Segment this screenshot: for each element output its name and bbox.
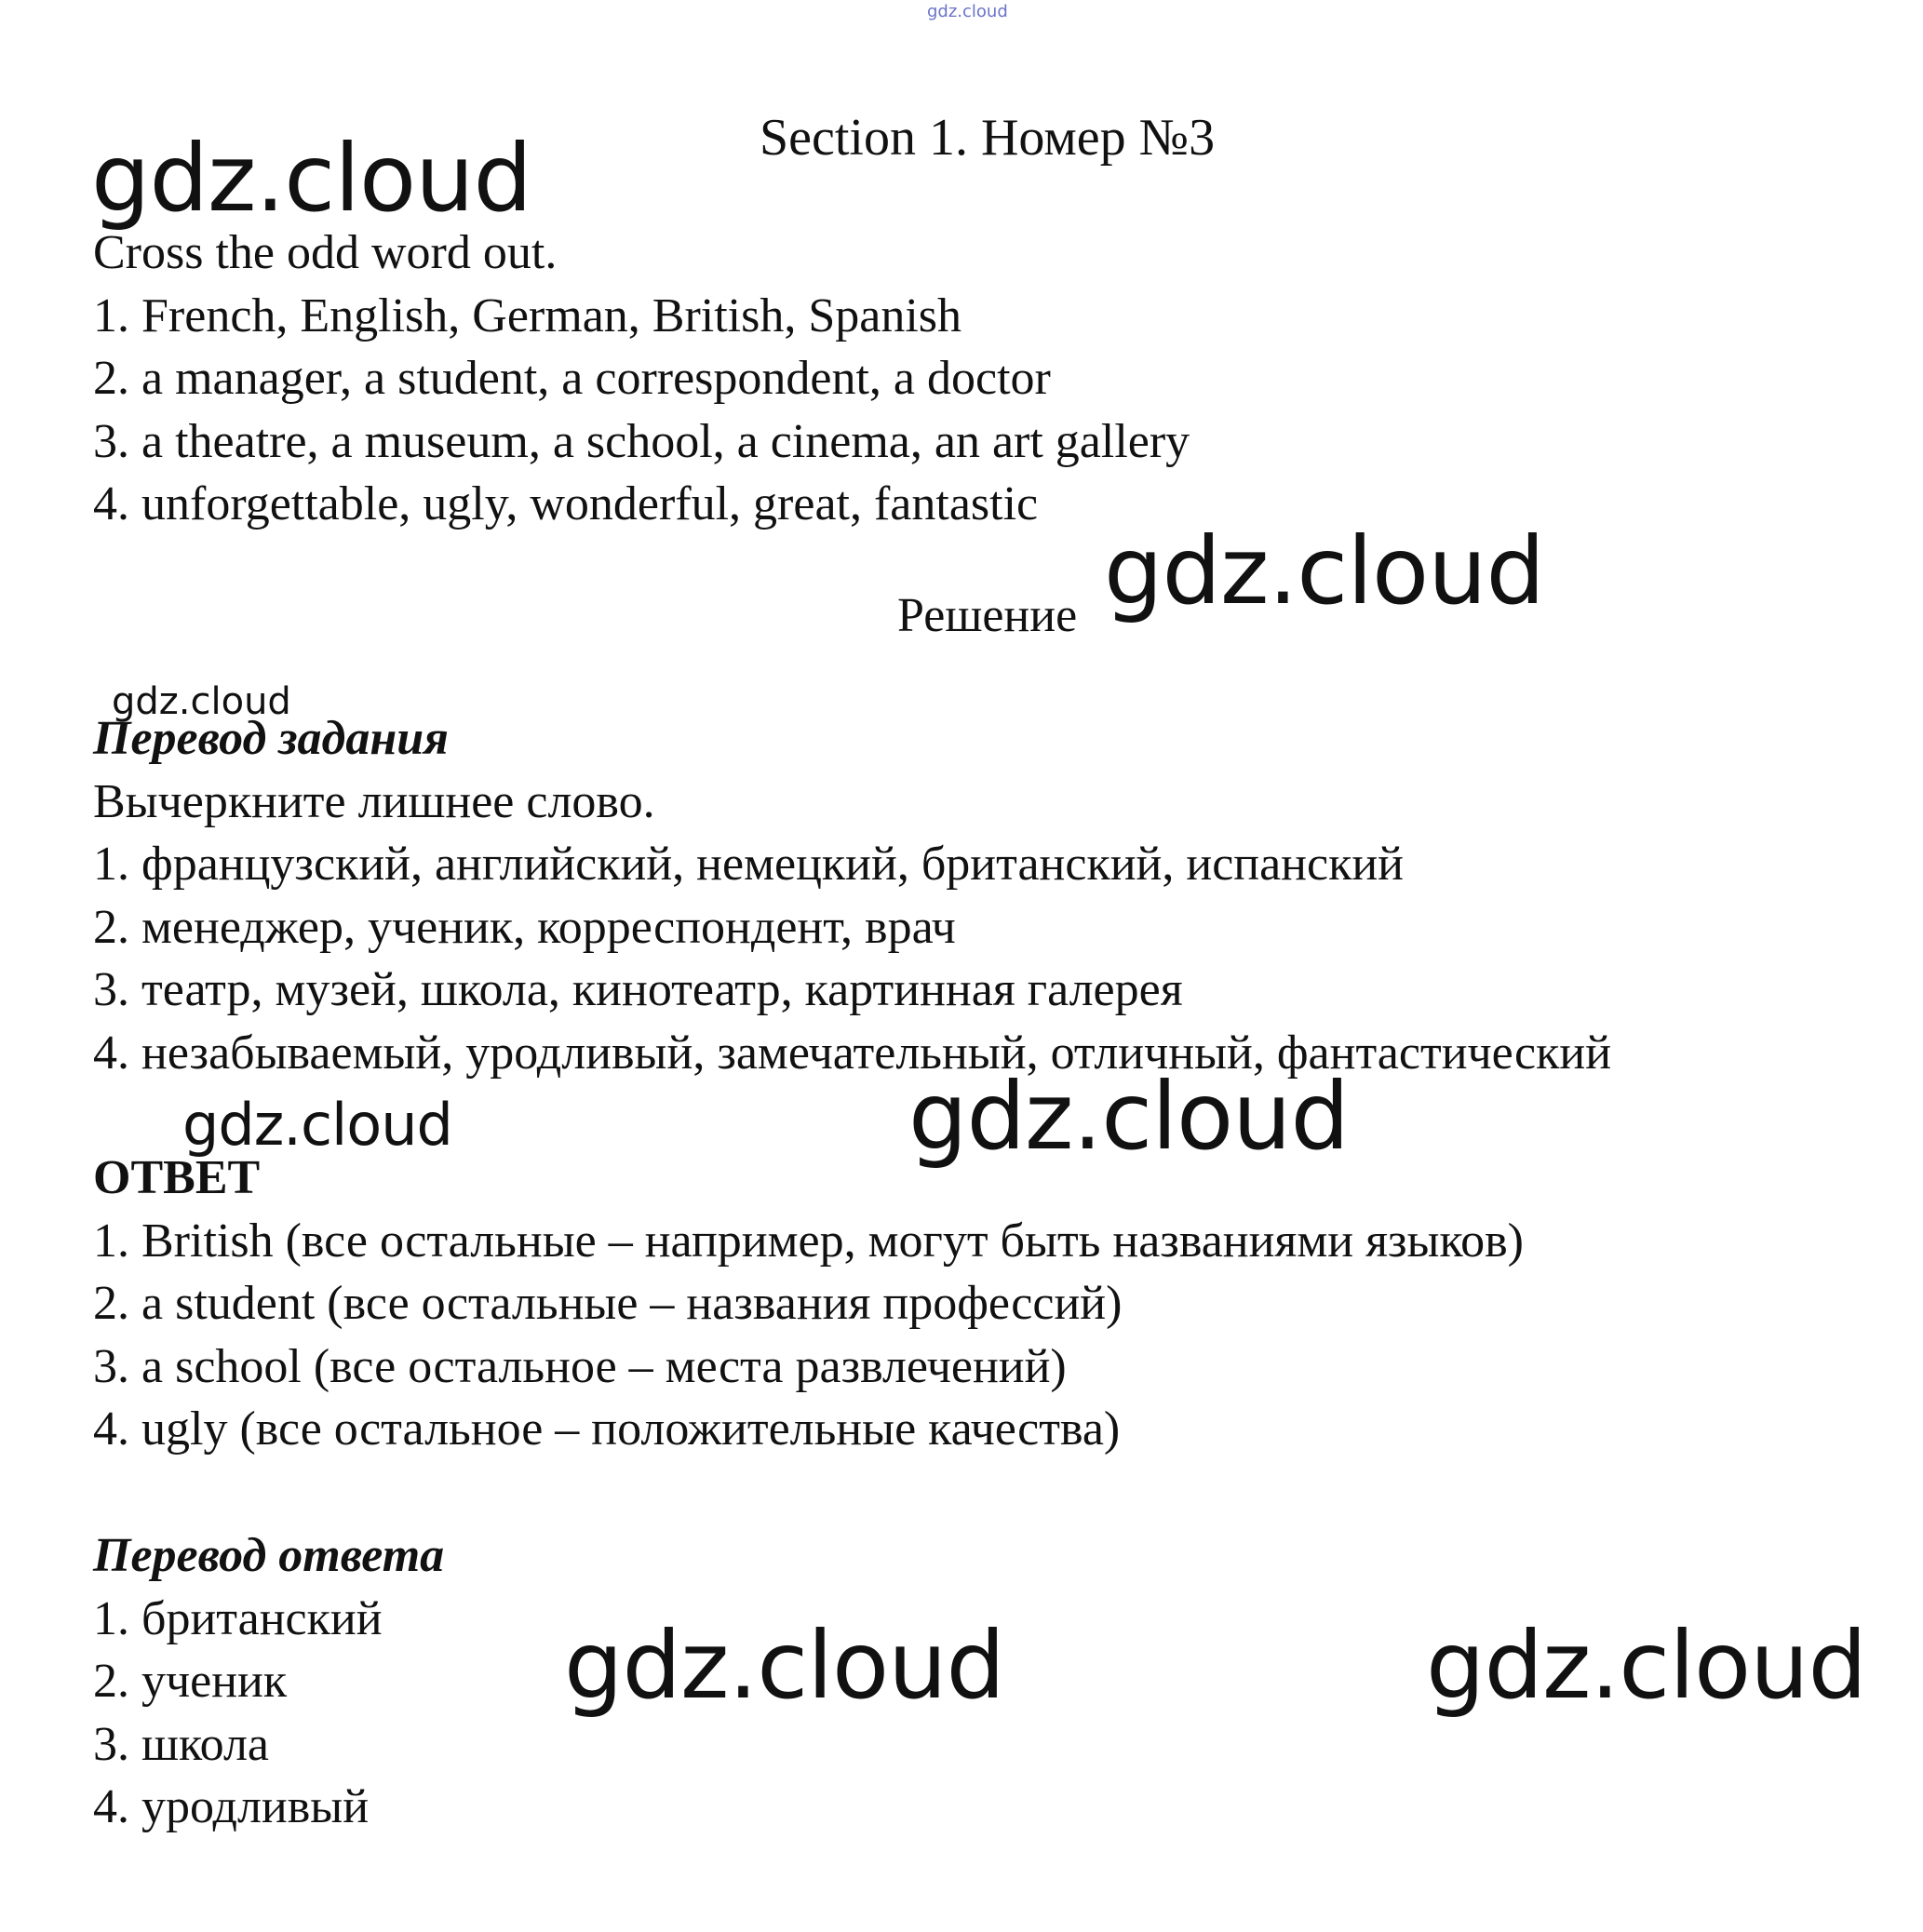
watermark-logo: gdz.cloud <box>91 124 532 233</box>
task-block <box>93 221 1190 536</box>
watermark-logo: gdz.cloud <box>908 1062 1350 1171</box>
solution-label: Решение <box>897 589 1078 642</box>
translation-answer-item: 3. школа <box>93 1717 270 1771</box>
answer-item: 3. a school (все остальное – места развлечений) <box>93 1339 1067 1393</box>
translation-answer-item: 1. британский <box>93 1591 383 1645</box>
translation-answer-block <box>93 1524 444 1839</box>
translation-answer-heading: Перевод ответа <box>93 1529 445 1582</box>
answer-item: 2. a student (все остальные – названия профессий) <box>93 1277 1123 1330</box>
translation-task-item: 2. менеджер, ученик, корреспондент, врач <box>93 900 956 954</box>
watermark-logo: gdz.cloud <box>1104 517 1545 625</box>
translation-task-block <box>93 707 1611 1084</box>
answer-heading: ОТВЕТ <box>93 1151 261 1204</box>
task-item: 2. a manager, a student, a correspondent, a doctor <box>93 352 1051 405</box>
answer-item: 1. British (все остальные – например, могут быть названиями языков) <box>93 1214 1524 1268</box>
translation-answer-item: 2. ученик <box>93 1655 288 1708</box>
page-title: Section 1. Номер №3 <box>760 109 1216 167</box>
answer-item: 4. ugly (все остальное – положительные качества) <box>93 1402 1121 1456</box>
translation-task-item: 3. театр, музей, школа, кинотеатр, картинная галерея <box>93 963 1183 1016</box>
task-item: 3. a theatre, a museum, a school, a cinema, an art gallery <box>93 414 1190 468</box>
answer-block <box>93 1147 1524 1461</box>
task-instruction: Cross the odd word out. <box>93 226 558 279</box>
watermark-logo: gdz.cloud <box>1426 1611 1867 1720</box>
watermark-logo: gdz.cloud <box>564 1611 1005 1720</box>
task-item: 1. French, English, German, British, Spanish <box>93 288 962 342</box>
watermark-logo: gdz.cloud <box>112 680 291 723</box>
translation-task-heading: Перевод задания <box>93 712 449 765</box>
translation-task-item: 1. французский, английский, немецкий, британский, испанский <box>93 838 1405 891</box>
task-item: 4. unforgettable, ugly, wonderful, great, fantastic <box>93 477 1039 530</box>
translation-answer-item: 4. уродливый <box>93 1780 370 1833</box>
watermark-top: gdz.cloud <box>927 2 1008 21</box>
translation-task-item: 4. незабываемый, уродливый, замечательный, отличный, фантастический <box>93 1026 1612 1080</box>
translation-task-instruction: Вычеркните лишнее слово. <box>93 774 655 828</box>
watermark-logo: gdz.cloud <box>182 1091 452 1159</box>
